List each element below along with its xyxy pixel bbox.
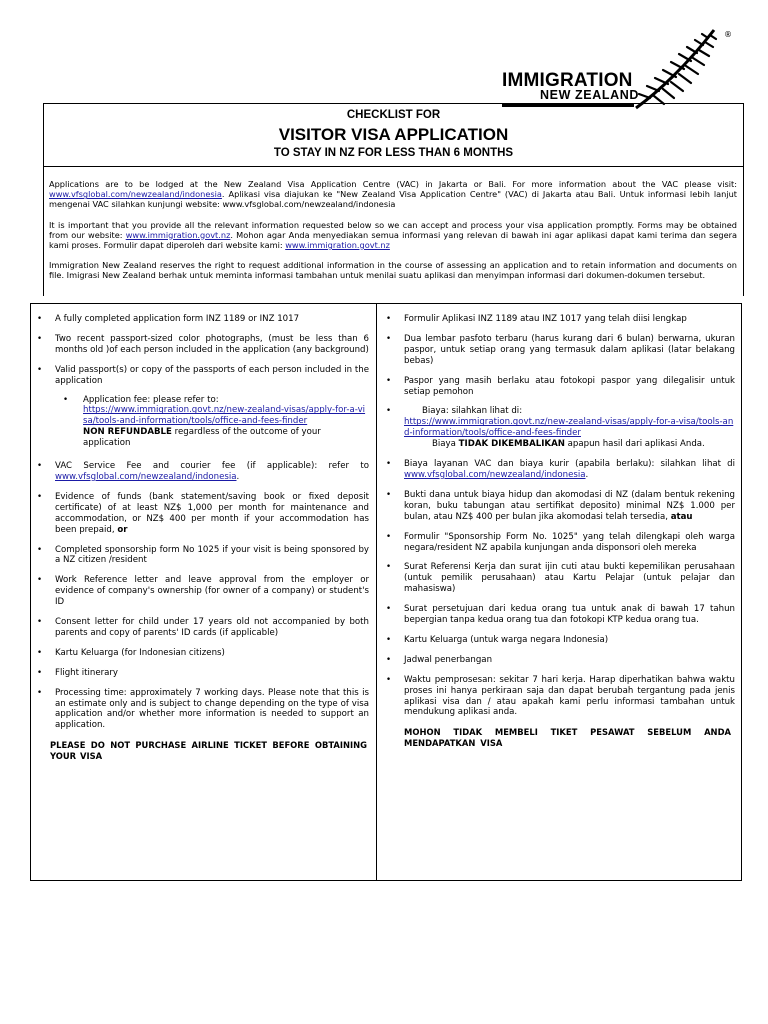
fee-pre-text: Biaya — [432, 439, 459, 450]
intro-p2-text: It is important that you provide all the relevant information requested below so we can accept and process your visa application promptly. Forms may be obtained from our website: — [49, 219, 737, 240]
list-item-end: . — [236, 471, 240, 482]
fee-rest-text: apapun hasil dari aplikasi Anda. — [564, 439, 705, 450]
list-item: • Formulir Aplikasi INZ 1189 atau INZ 1017 yang telah diisi lengkap — [383, 314, 735, 325]
intro-p1-text2: . Aplikasi visa diajukan ke "New Zealand Visa Application Centre" (VAC) di Jakarta atau Bali. Untuk informasi lebih lanjut mengenai VAC silahkan kunjungi website: www.vfsglobal.com/newzealand/indonesia — [49, 189, 737, 210]
indonesian-column — [383, 314, 735, 749]
purchase-warning: MOHON TIDAK MEMBELI TIKET PESAWAT SEBELUM ANDA MENDAPATKAN VISA — [404, 727, 731, 749]
page-subtitle: TO STAY IN NZ FOR LESS THAN 6 MONTHS — [273, 147, 514, 159]
vfsglobal-link[interactable]: www.vfsglobal.com/newzealand/indonesia — [404, 469, 586, 480]
list-item-text: VAC Service Fee and courier fee (if applicable): refer to — [55, 461, 369, 472]
list-item: • Kartu Keluarga (untuk warga negara Indonesia) — [383, 635, 735, 646]
column-divider — [376, 304, 377, 880]
list-item-text: Bukti dana untuk biaya hidup dan akomodasi di NZ (dalam bentuk rekening koran, buku tabungan atau sertifikat deposito) minimal NZ$ 1.000 per bulan, atau NZ$ 400 per bulan jika akomodasi telah tersedia, — [404, 489, 735, 522]
list-item-text: Valid passport(s) or copy of the passports of each person included in the application — [55, 364, 369, 386]
tidak-dikembalikan-text: TIDAK DIKEMBALIKAN — [458, 439, 565, 450]
intro-p2-text2: . Mohon agar Anda menyediakan semua informasi yang relevan di bawah ini agar aplikasi dapat kami terima dan segera kami proses. Formulir dapat diperoleh dari website kami: — [49, 229, 738, 251]
atau-text: atau — [670, 511, 693, 522]
fee-rest-text: regardless of the outcome of your application — [83, 427, 321, 449]
title-box — [43, 103, 744, 167]
registered-mark: ® — [724, 30, 732, 39]
list-item: • Jadwal penerbangan — [383, 655, 735, 666]
list-item — [383, 406, 735, 450]
list-item-text: Evidence of funds (bank statement/saving book or fixed deposit certificate) of at least NZ$ 1,000 per month for maintenance and accommodation, or NZ$ 400 per month if your accommodation has been prepaid, — [55, 491, 369, 535]
list-item: • Formulir "Sponsorship Form No. 1025" yang telah dilengkapi oleh warga negara/resident NZ apabila kunjungan anda disponsori oleh mereka — [383, 532, 735, 554]
page-title: VISITOR VISA APPLICATION — [278, 125, 509, 144]
list-item — [34, 492, 369, 536]
list-item: • Two recent passport-sized color photographs, (must be less than 6 months old )of each person included in the application (any background) — [34, 334, 369, 356]
checklist-table — [30, 303, 742, 881]
list-item — [383, 490, 735, 523]
fees-finder-link[interactable]: https://www.immigration.govt.nz/new-zealand-visas/apply-for-a-visa/tools-and-information/tools/office-and-fees-finder — [83, 405, 366, 427]
immigration-link[interactable]: www.immigration.govt.nz — [125, 229, 231, 240]
fee-label: Application fee: please refer to: — [83, 394, 219, 405]
list-item: • Kartu Keluarga (for Indonesian citizens) — [34, 648, 369, 659]
list-item: • Completed sponsorship form No 1025 if your visit is being sponsored by a NZ citizen /resident — [34, 545, 369, 567]
list-item: • Surat Referensi Kerja dan surat ijin cuti atau bukti kepemilikan perusahaan (untuk pemilik perusahaan) atau Kartu Pelajar (untuk pelajar dan mahasiswa) — [383, 562, 735, 595]
or-text: or — [117, 524, 128, 535]
list-item — [383, 459, 735, 481]
checklist-for-label: CHECKLIST FOR — [346, 109, 441, 121]
purchase-warning: PLEASE DO NOT PURCHASE AIRLINE TICKET BEFORE OBTAINING YOUR VISA — [50, 740, 367, 762]
intro-p1-text: Applications are to be lodged at the New Zealand Visa Application Centre (VAC) in Jakarta or Bali. For more information about the VAC please visit: — [49, 179, 737, 189]
list-item-text: Biaya layanan VAC dan biaya kurir (apabila berlaku): silahkan lihat di — [404, 459, 735, 470]
list-item: • Flight itinerary — [34, 668, 369, 679]
list-item: • Surat persetujuan dari kedua orang tua untuk anak di bawah 17 tahun bepergian tanpa kedua orang tua dan fotokopi KTP kedua orang tua. — [383, 604, 735, 626]
fees-finder-link[interactable]: https://www.immigration.govt.nz/new-zealand-visas/apply-for-a-visa/tools-and-information/tools/office-and-fees-finder — [404, 417, 734, 439]
intro-paragraph-1 — [49, 179, 737, 210]
immigration-nz-logo — [498, 22, 743, 108]
list-item: • Dua lembar pasfoto terbaru (harus kurang dari 6 bulan) berwarna, ukuran paspor, untuk setiap orang yang termasuk dalam aplikasi (latar belakang bebas) — [383, 334, 735, 367]
immigration-link-2[interactable]: www.immigration.govt.nz — [285, 240, 390, 251]
intro-paragraph-2 — [49, 220, 737, 251]
logo-line-2: NEW ZEALAND — [540, 88, 639, 102]
fern-icon — [628, 22, 724, 112]
fee-label: Biaya: silahkan lihat di: — [422, 406, 523, 417]
vfsglobal-link[interactable]: www.vfsglobal.com/newzealand/indonesia — [49, 189, 222, 200]
list-item: • Paspor yang masih berlaku atau fotokopi paspor yang dilegalisir untuk setiap pemohon — [383, 376, 735, 398]
list-item: • Work Reference letter and leave approval from the employer or evidence of company's ownership (for owner of a company) or student's ID — [34, 575, 369, 608]
list-item: • Consent letter for child under 17 years old not accompanied by both parents and copy of parents' ID cards (if applicable) — [34, 617, 369, 639]
list-item: • Processing time: approximately 7 working days. Please note that this is an estimate only and is subject to change depending on the type of visa application and/or whether more information is needed to support an application. — [34, 688, 369, 732]
list-item — [34, 461, 369, 483]
intro-section — [43, 167, 744, 296]
list-item: • Waktu pemprosesan: sekitar 7 hari kerja. Harap diperhatikan bahwa waktu proses ini hanya perkiraan saja dan dapat berubah tergantung pada jenis aplikasi visa dan / atau apakah kami perlu informasi tambahan untuk mendukung aplikasi anda. — [383, 675, 735, 719]
list-item — [34, 365, 369, 449]
logo-line-1: IMMIGRATION — [502, 70, 633, 91]
english-column — [34, 314, 369, 762]
non-refundable-text: NON REFUNDABLE — [83, 427, 172, 438]
list-item-end: . — [585, 469, 589, 480]
fee-sub-item — [55, 395, 369, 450]
list-item: • A fully completed application form INZ 1189 or INZ 1017 — [34, 314, 369, 325]
vfsglobal-link[interactable]: www.vfsglobal.com/newzealand/indonesia — [55, 471, 237, 482]
intro-paragraph-3: Immigration New Zealand reserves the right to request additional information in the course of assessing an application and to retain information and documents on file. Imigrasi New Zealand berhak untuk meminta informasi tambahan untuk menilai suatu aplikasi dan menyimpan informasi dari dokumen-dokumen tersebut. — [49, 260, 737, 281]
